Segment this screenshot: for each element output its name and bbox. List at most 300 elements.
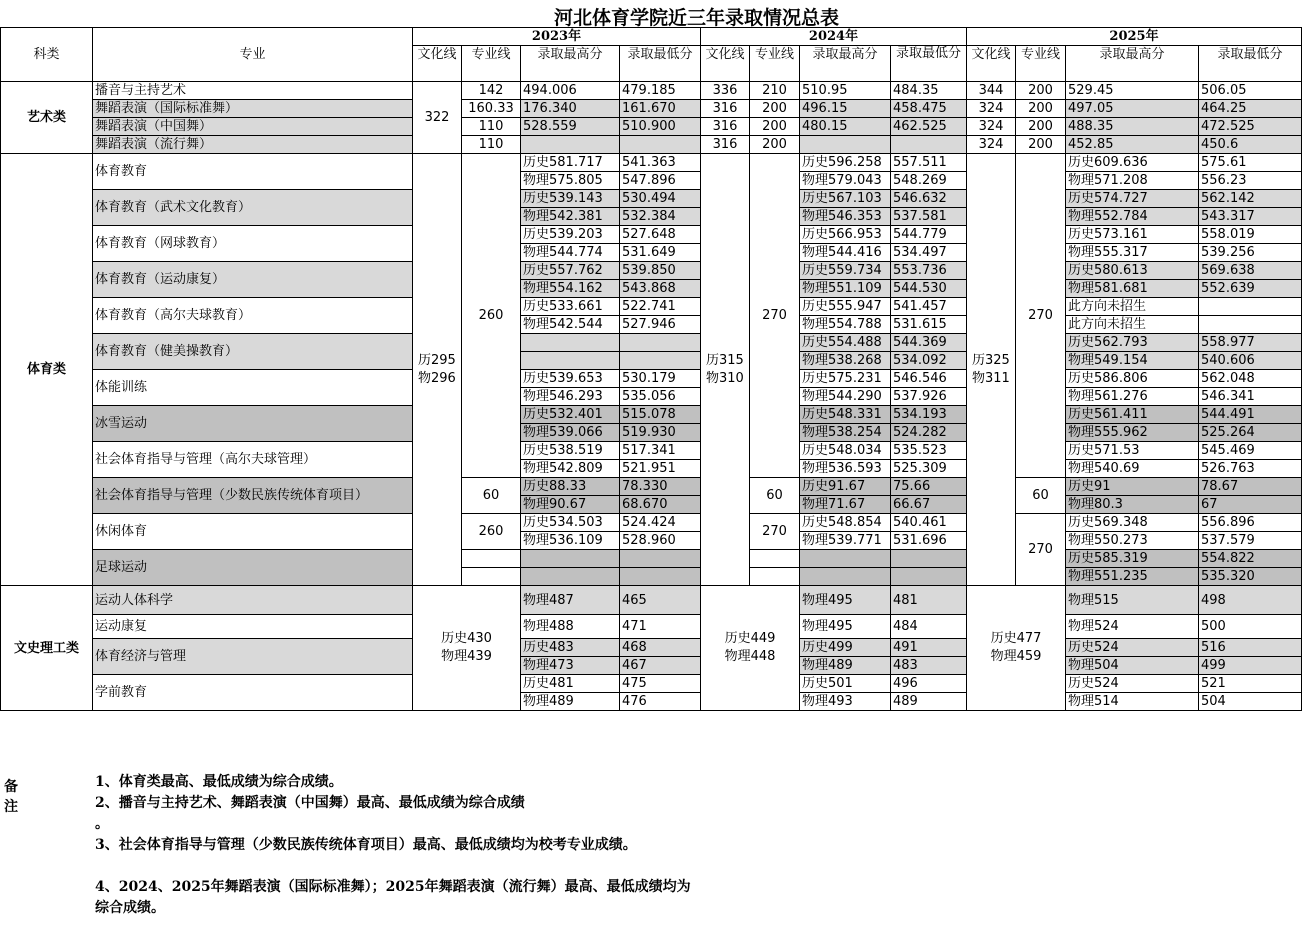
- page-title: 河北体育学院近三年录取情况总表: [553, 7, 839, 29]
- culture-line-2025: [967, 154, 1016, 586]
- score-2024-max: 物理546.353: [800, 208, 891, 226]
- score-2024-min: 66.67: [891, 496, 967, 514]
- score-2023-max: 历史538.519: [521, 442, 620, 460]
- prof-line-2024: 210: [750, 82, 800, 100]
- score-2024-min: 540.461: [891, 514, 967, 532]
- score-2025-max: 物理515: [1066, 586, 1199, 615]
- score-2024-min: 544.369: [891, 334, 967, 352]
- score-2025-min: [1199, 298, 1302, 316]
- score-2024-max: 历史548.034: [800, 442, 891, 460]
- table-row: [1, 298, 1302, 316]
- score-2023-min: 530.179: [620, 370, 701, 388]
- prof-line-2023: 110: [462, 136, 521, 154]
- score-2024-min: 541.457: [891, 298, 967, 316]
- score-2023-min: 527.648: [620, 226, 701, 244]
- score-2023-max: [521, 334, 620, 352]
- header-2024-prof: 专业线: [750, 46, 800, 82]
- score-2023-max: 历史539.653: [521, 370, 620, 388]
- major-name: 体能训练: [93, 370, 413, 406]
- score-2024-max: 历史554.488: [800, 334, 891, 352]
- score-2025-max: 此方向未招生: [1066, 316, 1199, 334]
- major-name: 社会体育指导与管理（少数民族传统体育项目）: [93, 478, 413, 514]
- major-name: 休闲体育: [93, 514, 413, 550]
- score-2024-max: 历史91.67: [800, 478, 891, 496]
- score-2024-min: 489: [891, 693, 967, 711]
- score-2023-min: [620, 352, 701, 370]
- score-2025-min: 552.639: [1199, 280, 1302, 298]
- score-2024-min: 524.282: [891, 424, 967, 442]
- score-2023-max: 历史483: [521, 639, 620, 657]
- table-row: [1, 226, 1302, 244]
- score-y24_max: 496.15: [800, 100, 891, 118]
- table-row: [1, 478, 1302, 496]
- score-2023-max: 历史539.203: [521, 226, 620, 244]
- score-2025-max: 历史524: [1066, 675, 1199, 693]
- score-2024-max: 物理495: [800, 615, 891, 639]
- major-name: 学前教育: [93, 675, 413, 711]
- score-2025-min: [1199, 316, 1302, 334]
- score-2024-max: 物理538.268: [800, 352, 891, 370]
- score-2024-min: 75.66: [891, 478, 967, 496]
- score-2025-min: 558.019: [1199, 226, 1302, 244]
- score-y23_max: 176.340: [521, 100, 620, 118]
- score-2025-max: 物理550.273: [1066, 532, 1199, 550]
- score-2025-min: 569.638: [1199, 262, 1302, 280]
- score-2023-min: 524.424: [620, 514, 701, 532]
- major-name: 运动人体科学: [93, 586, 413, 615]
- header-major: 专业: [93, 28, 413, 82]
- major-name: 社会体育指导与管理（高尔夫球管理）: [93, 442, 413, 478]
- score-2023-min: 522.741: [620, 298, 701, 316]
- score-2025-max: 物理555.317: [1066, 244, 1199, 262]
- score-y25_min: 472.525: [1199, 118, 1302, 136]
- prof-line-2025: 200: [1016, 118, 1066, 136]
- score-2024-max: 物理579.043: [800, 172, 891, 190]
- score-2025-max: 历史609.636: [1066, 154, 1199, 172]
- score-2025-max: 物理551.235: [1066, 568, 1199, 586]
- score-2025-min: 525.264: [1199, 424, 1302, 442]
- culture-line-2024: 316: [701, 100, 750, 118]
- major-name: 体育经济与管理: [93, 639, 413, 675]
- score-y24_min: [891, 136, 967, 154]
- score-2025-max: 历史573.161: [1066, 226, 1199, 244]
- score-2024-min: 535.523: [891, 442, 967, 460]
- score-2025-max: 历史574.727: [1066, 190, 1199, 208]
- culture-line-2025: 344: [967, 82, 1016, 100]
- score-2023-max: 物理539.066: [521, 424, 620, 442]
- table-row: [1, 100, 1302, 118]
- score-2025-max: 物理524: [1066, 615, 1199, 639]
- category-pe: 体育类: [1, 154, 93, 586]
- header-2024-min: 录取最低分: [891, 46, 967, 82]
- table-row: [1, 615, 1302, 639]
- table-row: [1, 262, 1302, 280]
- score-y25_max: 452.85: [1066, 136, 1199, 154]
- culture-line-2024: 316: [701, 136, 750, 154]
- score-2025-max: 历史580.613: [1066, 262, 1199, 280]
- score-2024-max: 历史559.734: [800, 262, 891, 280]
- score-2024-min: 548.269: [891, 172, 967, 190]
- culture-line-2025: 324: [967, 118, 1016, 136]
- major-name: 舞蹈表演（国际标准舞）: [93, 100, 413, 118]
- score-2024-max: 物理538.254: [800, 424, 891, 442]
- score-2025-min: 500: [1199, 615, 1302, 639]
- score-2025-max: 此方向未招生: [1066, 298, 1199, 316]
- score-y23_max: 494.006: [521, 82, 620, 100]
- score-2023-min: 517.341: [620, 442, 701, 460]
- score-2024-max: 历史548.854: [800, 514, 891, 532]
- table-row: [1, 406, 1302, 424]
- score-2025-max: 历史571.53: [1066, 442, 1199, 460]
- score-2023-max: [521, 550, 620, 568]
- score-2025-min: 543.317: [1199, 208, 1302, 226]
- header-2024-culture: 文化线: [701, 46, 750, 82]
- score-2023-max: 历史534.503: [521, 514, 620, 532]
- score-2023-min: 68.670: [620, 496, 701, 514]
- table-row: [1, 370, 1302, 388]
- prof-line-2023: 142: [462, 82, 521, 100]
- score-2024-max: 物理554.788: [800, 316, 891, 334]
- score-2024-max: 历史566.953: [800, 226, 891, 244]
- score-2025-min: 554.822: [1199, 550, 1302, 568]
- score-2024-max: 物理551.109: [800, 280, 891, 298]
- note-item: 。: [95, 816, 109, 832]
- score-2025-min: 499: [1199, 657, 1302, 675]
- score-2023-max: 历史557.762: [521, 262, 620, 280]
- culture-line-2025: 324: [967, 100, 1016, 118]
- prof-line-2024: 200: [750, 100, 800, 118]
- score-2024-min: 553.736: [891, 262, 967, 280]
- score-2023-min: 539.850: [620, 262, 701, 280]
- score-2024-max: 物理493: [800, 693, 891, 711]
- score-2023-max: [521, 568, 620, 586]
- score-2023-max: 历史539.143: [521, 190, 620, 208]
- score-2023-max: 物理542.381: [521, 208, 620, 226]
- prof-line-2023: [462, 568, 521, 586]
- table-row: [1, 550, 1302, 568]
- year-header-row: [1, 28, 1302, 46]
- score-2025-max: 历史524: [1066, 639, 1199, 657]
- score-2024-min: [891, 568, 967, 586]
- score-2025-min: 556.896: [1199, 514, 1302, 532]
- score-2023-min: 547.896: [620, 172, 701, 190]
- score-2025-min: 562.048: [1199, 370, 1302, 388]
- score-2024-max: 物理489: [800, 657, 891, 675]
- score-2023-min: [620, 334, 701, 352]
- culture-phys: 物310: [706, 370, 744, 386]
- major-name: 体育教育（网球教育）: [93, 226, 413, 262]
- score-y25_min: 506.05: [1199, 82, 1302, 100]
- prof-line-2024: 60: [750, 478, 800, 514]
- table-row: [1, 442, 1302, 460]
- category-art: 艺术类: [1, 82, 93, 154]
- score-2024-max: 历史548.331: [800, 406, 891, 424]
- score-2025-min: 544.491: [1199, 406, 1302, 424]
- score-2023-min: 471: [620, 615, 701, 639]
- admission-table: [0, 27, 1302, 711]
- culture-phys: 物理439: [441, 649, 492, 664]
- culture-hist: 历295: [418, 352, 456, 368]
- score-y23_min: 510.900: [620, 118, 701, 136]
- score-2023-min: 519.930: [620, 424, 701, 442]
- culture-hist: 历史430: [441, 631, 492, 646]
- score-2025-min: 67: [1199, 496, 1302, 514]
- prof-line-2025: 270: [1016, 514, 1066, 586]
- prof-line-2024: 270: [750, 154, 800, 478]
- header-2023-culture: 文化线: [413, 46, 462, 82]
- major-name: 体育教育（武术文化教育）: [93, 190, 413, 226]
- score-2025-min: 562.142: [1199, 190, 1302, 208]
- score-2025-max: 物理540.69: [1066, 460, 1199, 478]
- score-2024-max: 历史499: [800, 639, 891, 657]
- score-2024-max: 历史575.231: [800, 370, 891, 388]
- culture-hist: 历325: [972, 352, 1010, 368]
- score-2023-max: 物理554.162: [521, 280, 620, 298]
- score-2023-min: 467: [620, 657, 701, 675]
- prof-line-2024: 200: [750, 136, 800, 154]
- notes-label: 备注: [4, 779, 18, 815]
- major-name: 冰雪运动: [93, 406, 413, 442]
- score-y24_min: 462.525: [891, 118, 967, 136]
- score-2023-max: 物理473: [521, 657, 620, 675]
- table-row: [1, 334, 1302, 352]
- header-2025-culture: 文化线: [967, 46, 1016, 82]
- score-2023-max: [521, 352, 620, 370]
- header-category: 科类: [1, 28, 93, 82]
- score-2023-min: 530.494: [620, 190, 701, 208]
- score-2023-max: 物理487: [521, 586, 620, 615]
- score-2025-max: 历史561.411: [1066, 406, 1199, 424]
- score-2023-max: 物理489: [521, 693, 620, 711]
- major-name: 体育教育（运动康复）: [93, 262, 413, 298]
- prof-line-2025: 200: [1016, 100, 1066, 118]
- score-2024-max: 物理71.67: [800, 496, 891, 514]
- score-2024-max: [800, 568, 891, 586]
- score-2025-max: 历史562.793: [1066, 334, 1199, 352]
- score-2024-min: 534.497: [891, 244, 967, 262]
- culture-phys: 物311: [972, 370, 1010, 386]
- major-name: 舞蹈表演（中国舞）: [93, 118, 413, 136]
- prof-line-2025: 60: [1016, 478, 1066, 514]
- culture-hist: 历315: [706, 352, 744, 368]
- score-2024-min: 481: [891, 586, 967, 615]
- score-2024-min: 496: [891, 675, 967, 693]
- score-2025-min: 526.763: [1199, 460, 1302, 478]
- score-2023-min: 515.078: [620, 406, 701, 424]
- score-2024-max: 物理536.593: [800, 460, 891, 478]
- score-2024-min: 531.615: [891, 316, 967, 334]
- score-2024-max: 物理544.416: [800, 244, 891, 262]
- score-2023-max: 历史88.33: [521, 478, 620, 496]
- score-2024-min: 546.632: [891, 190, 967, 208]
- prof-line-2023: 260: [462, 154, 521, 478]
- score-y24_max: 510.95: [800, 82, 891, 100]
- culture-phys: 物296: [418, 370, 456, 386]
- culture-line-2023: [413, 154, 462, 586]
- score-2023-max: 历史533.661: [521, 298, 620, 316]
- header-2023-max: 录取最高分: [521, 46, 620, 82]
- score-y23_min: [620, 136, 701, 154]
- table-row: [1, 586, 1302, 615]
- major-name: 播音与主持艺术: [93, 82, 413, 100]
- score-2025-min: 535.320: [1199, 568, 1302, 586]
- score-2023-max: 物理546.293: [521, 388, 620, 406]
- score-2023-min: 476: [620, 693, 701, 711]
- culture-hist: 历史449: [724, 631, 776, 646]
- score-2025-max: 物理552.784: [1066, 208, 1199, 226]
- prof-line-2023: [462, 550, 521, 568]
- score-2023-max: 物理90.67: [521, 496, 620, 514]
- culture-phys: 物理448: [724, 649, 776, 664]
- score-2025-min: 539.256: [1199, 244, 1302, 262]
- score-2024-min: 544.779: [891, 226, 967, 244]
- score-y24_max: 480.15: [800, 118, 891, 136]
- score-2023-min: 528.960: [620, 532, 701, 550]
- score-2023-max: 历史481: [521, 675, 620, 693]
- table-row: [1, 639, 1302, 657]
- score-2023-min: 521.951: [620, 460, 701, 478]
- category-general: 文史理工类: [1, 586, 93, 711]
- score-y25_max: 529.45: [1066, 82, 1199, 100]
- score-2023-min: 78.330: [620, 478, 701, 496]
- score-y25_min: 450.6: [1199, 136, 1302, 154]
- score-2023-min: 465: [620, 586, 701, 615]
- score-2024-min: 534.092: [891, 352, 967, 370]
- score-2023-min: 543.868: [620, 280, 701, 298]
- score-y23_max: 528.559: [521, 118, 620, 136]
- score-y25_min: 464.25: [1199, 100, 1302, 118]
- prof-line-2023: 260: [462, 514, 521, 550]
- culture-line-2024: 336: [701, 82, 750, 100]
- score-2025-max: 历史586.806: [1066, 370, 1199, 388]
- score-2024-max: 物理495: [800, 586, 891, 615]
- prof-line-2024: [750, 568, 800, 586]
- score-2025-min: 78.67: [1199, 478, 1302, 496]
- prof-line-2023: 60: [462, 478, 521, 514]
- score-2024-min: 537.581: [891, 208, 967, 226]
- table-row: [1, 190, 1302, 208]
- score-2024-min: 544.530: [891, 280, 967, 298]
- score-y25_max: 497.05: [1066, 100, 1199, 118]
- prof-line-2025: 270: [1016, 154, 1066, 478]
- score-2024-max: 历史555.947: [800, 298, 891, 316]
- score-2023-min: 531.649: [620, 244, 701, 262]
- culture-phys: 物理459: [990, 649, 1042, 664]
- header-2023-min: 录取最低分: [620, 46, 701, 82]
- score-y23_max: [521, 136, 620, 154]
- score-2024-min: 537.926: [891, 388, 967, 406]
- score-2025-min: 546.341: [1199, 388, 1302, 406]
- score-y24_max: [800, 136, 891, 154]
- score-2024-min: 525.309: [891, 460, 967, 478]
- score-y25_max: 488.35: [1066, 118, 1199, 136]
- score-2025-min: 556.23: [1199, 172, 1302, 190]
- score-2023-min: 532.384: [620, 208, 701, 226]
- score-2024-max: 物理539.771: [800, 532, 891, 550]
- score-2023-min: 475: [620, 675, 701, 693]
- score-2025-max: 物理80.3: [1066, 496, 1199, 514]
- score-2023-min: 535.056: [620, 388, 701, 406]
- score-y24_min: 484.35: [891, 82, 967, 100]
- prof-line-2023: 160.33: [462, 100, 521, 118]
- score-2023-max: 物理544.774: [521, 244, 620, 262]
- score-2024-min: 534.193: [891, 406, 967, 424]
- score-2025-min: 498: [1199, 586, 1302, 615]
- culture-line-2023: 322: [413, 82, 462, 154]
- score-2025-max: 历史585.319: [1066, 550, 1199, 568]
- prof-line-2024: 200: [750, 118, 800, 136]
- note-item: 2、播音与主持艺术、舞蹈表演（中国舞）最高、最低成绩为综合成绩: [95, 795, 525, 811]
- header-2024: 2024年: [701, 28, 967, 46]
- score-2024-min: 491: [891, 639, 967, 657]
- note-item: 3、社会体育指导与管理（少数民族传统体育项目）最高、最低成绩均为校考专业成绩。: [95, 837, 637, 853]
- culture-line-2024: 316: [701, 118, 750, 136]
- score-2024-min: 546.546: [891, 370, 967, 388]
- table-row: [1, 82, 1302, 100]
- score-2025-max: 物理561.276: [1066, 388, 1199, 406]
- score-y23_min: 479.185: [620, 82, 701, 100]
- score-2023-min: 541.363: [620, 154, 701, 172]
- score-2024-min: 531.696: [891, 532, 967, 550]
- score-2023-min: 527.946: [620, 316, 701, 334]
- score-2023-max: 物理536.109: [521, 532, 620, 550]
- score-2023-min: [620, 550, 701, 568]
- culture-line-2023: [413, 586, 521, 711]
- score-2023-max: 物理575.805: [521, 172, 620, 190]
- table-row: [1, 154, 1302, 172]
- score-2024-max: [800, 550, 891, 568]
- major-name: 体育教育（健美操教育）: [93, 334, 413, 370]
- table-row: [1, 675, 1302, 693]
- culture-line-2025: [967, 586, 1066, 711]
- major-name: 运动康复: [93, 615, 413, 639]
- score-2024-min: 483: [891, 657, 967, 675]
- score-2023-max: 历史581.717: [521, 154, 620, 172]
- score-2025-min: 537.579: [1199, 532, 1302, 550]
- score-2025-min: 504: [1199, 693, 1302, 711]
- major-name: 体育教育: [93, 154, 413, 190]
- score-2025-max: 物理514: [1066, 693, 1199, 711]
- prof-line-2024: [750, 550, 800, 568]
- score-2024-max: 历史567.103: [800, 190, 891, 208]
- prof-line-2023: 110: [462, 118, 521, 136]
- score-y23_min: 161.670: [620, 100, 701, 118]
- score-2024-min: [891, 550, 967, 568]
- score-2024-max: 历史501: [800, 675, 891, 693]
- score-2025-max: 物理549.154: [1066, 352, 1199, 370]
- score-2024-max: 历史596.258: [800, 154, 891, 172]
- score-2025-max: 物理504: [1066, 657, 1199, 675]
- score-2025-max: 历史569.348: [1066, 514, 1199, 532]
- score-2023-min: 468: [620, 639, 701, 657]
- prof-line-2025: 200: [1016, 136, 1066, 154]
- score-2025-min: 545.469: [1199, 442, 1302, 460]
- score-y24_min: 458.475: [891, 100, 967, 118]
- note-item: 4、2024、2025年舞蹈表演（国际标准舞）；2025年舞蹈表演（流行舞）最高、最低成绩均为综合成绩。: [95, 879, 691, 916]
- score-2024-max: 物理544.290: [800, 388, 891, 406]
- header-2025-min: 录取最低分: [1199, 46, 1302, 82]
- major-name: 足球运动: [93, 550, 413, 586]
- notes-list: [95, 772, 695, 919]
- score-2023-min: [620, 568, 701, 586]
- header-2024-max: 录取最高分: [800, 46, 891, 82]
- score-2025-max: 物理571.208: [1066, 172, 1199, 190]
- culture-line-2024: [701, 586, 800, 711]
- score-2023-max: 物理488: [521, 615, 620, 639]
- score-2023-max: 物理542.544: [521, 316, 620, 334]
- score-2025-max: 物理555.962: [1066, 424, 1199, 442]
- score-2023-max: 物理542.809: [521, 460, 620, 478]
